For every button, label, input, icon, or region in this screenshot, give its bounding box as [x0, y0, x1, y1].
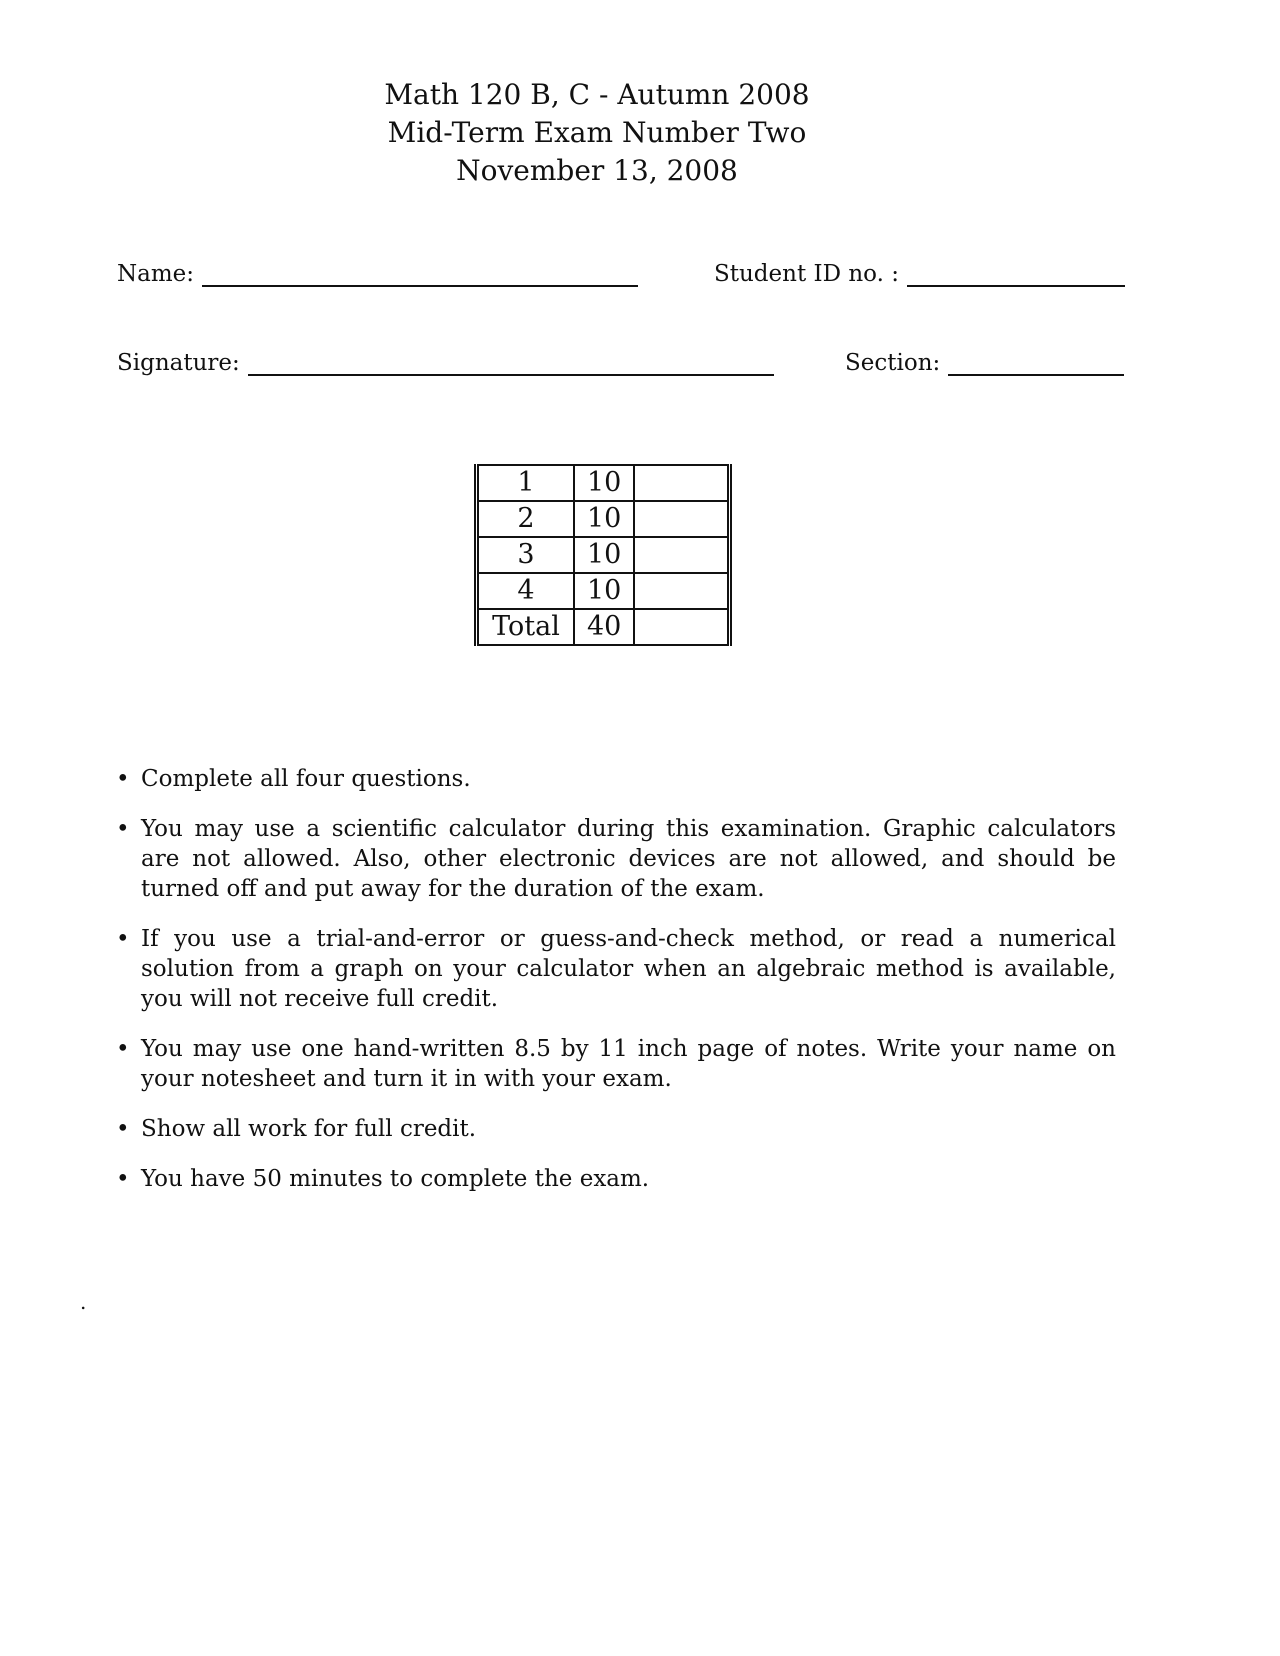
question-cell: 3: [477, 537, 575, 573]
exam-header: [0, 76, 1194, 190]
bullet-icon: •: [116, 766, 130, 792]
bullet-icon: •: [116, 1166, 130, 1192]
student-id-field: [714, 261, 1125, 287]
instruction-text: Complete all four questions.: [141, 766, 471, 792]
list-item: [116, 814, 1116, 904]
bullet-icon: •: [116, 1036, 130, 1062]
points-cell: 10: [574, 501, 634, 537]
score-cell: [634, 537, 730, 573]
instruction-text: If you use a trial-and-error or guess-and-check method, or read a numerical solution from a graph on your calculator when an algebraic method is available, you will not receive full credit.: [141, 926, 1116, 1012]
list-item: [116, 1164, 1116, 1194]
list-item: [116, 924, 1116, 1014]
question-cell: 4: [477, 573, 575, 609]
instructions-list: [116, 764, 1116, 1214]
bullet-icon: •: [116, 926, 130, 952]
list-item: [116, 1114, 1116, 1144]
instruction-text: You may use one hand-written 8.5 by 11 inch page of notes. Write your name on your notesheet and turn it in with your exam.: [141, 1036, 1116, 1092]
list-item: [116, 1034, 1116, 1094]
name-line[interactable]: [202, 263, 638, 287]
table-row: [477, 573, 730, 609]
total-points-cell: 40: [574, 609, 634, 645]
points-cell: 10: [574, 537, 634, 573]
table-row: [477, 465, 730, 501]
total-score-cell: [634, 609, 730, 645]
question-cell: 2: [477, 501, 575, 537]
name-label: Name:: [117, 261, 195, 287]
footer-mark: .: [80, 1290, 87, 1314]
signature-field: [117, 350, 774, 376]
student-id-label: Student ID no. :: [714, 261, 899, 287]
total-label-cell: Total: [477, 609, 575, 645]
section-field: [845, 350, 1124, 376]
score-table: [474, 464, 732, 646]
points-cell: 10: [574, 465, 634, 501]
instruction-text: You may use a scientific calculator during this examination. Graphic calculators are not allowed. Also, other electronic devices are not allowed, and should be turned off and put away for the duration of the exam.: [141, 816, 1116, 902]
course-title: Math 120 B, C - Autumn 2008: [384, 78, 810, 111]
table-row: [477, 501, 730, 537]
signature-line[interactable]: [248, 352, 774, 376]
instruction-text: You have 50 minutes to complete the exam.: [141, 1166, 650, 1192]
question-cell: 1: [477, 465, 575, 501]
exam-date: November 13, 2008: [456, 154, 738, 187]
table-row: [477, 537, 730, 573]
instruction-text: Show all work for full credit.: [141, 1116, 477, 1142]
exam-title: Mid-Term Exam Number Two: [387, 116, 807, 149]
bullet-icon: •: [116, 816, 130, 842]
section-line[interactable]: [948, 352, 1124, 376]
section-label: Section:: [845, 350, 941, 376]
signature-label: Signature:: [117, 350, 240, 376]
score-cell: [634, 465, 730, 501]
table-row-total: [477, 609, 730, 645]
points-cell: 10: [574, 573, 634, 609]
list-item: [116, 764, 1116, 794]
score-cell: [634, 501, 730, 537]
score-cell: [634, 573, 730, 609]
name-field: [117, 261, 638, 287]
student-id-line[interactable]: [907, 263, 1125, 287]
bullet-icon: •: [116, 1116, 130, 1142]
